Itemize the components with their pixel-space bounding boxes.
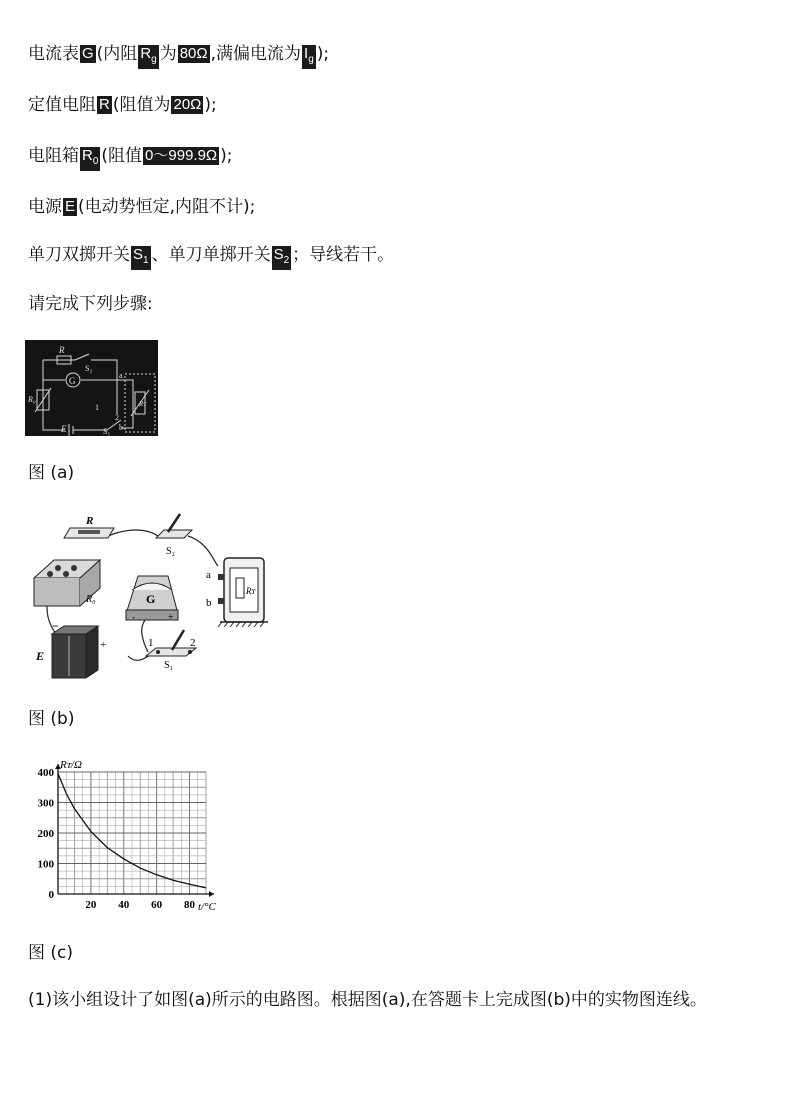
- value-r0: 0～999.9Ω: [145, 147, 218, 164]
- symbol-g: G: [82, 45, 94, 62]
- wire: [108, 530, 158, 536]
- circuit-diagram-a: [25, 340, 158, 436]
- symbol-letter: R: [82, 147, 93, 164]
- temperature-control-room: [218, 558, 268, 627]
- wire: [188, 536, 218, 566]
- label-s1: S₁: [103, 427, 111, 436]
- text: 单刀双掷开关: [28, 245, 130, 265]
- x-axis-label: t/°C: [198, 901, 216, 913]
- caption-b: 图 (b): [28, 709, 75, 729]
- steps-line: 请完成下列步骤:: [28, 294, 153, 314]
- y-tick-label: 0: [48, 889, 54, 901]
- symbol-rg: [138, 45, 158, 69]
- label-s2: S₂: [166, 546, 176, 557]
- text: (电动势恒定,内阻不计);: [78, 197, 256, 217]
- label-1: 1: [148, 637, 154, 649]
- y-tick-label: 200: [37, 828, 54, 840]
- text: ；导线若干。: [292, 245, 395, 265]
- text: 电流表: [28, 44, 79, 64]
- text: 电阻箱: [28, 146, 79, 166]
- label-e-minus: −: [52, 619, 59, 633]
- label-g: G: [146, 592, 156, 606]
- label-2: 2: [190, 637, 196, 649]
- text: (阻值为: [112, 95, 171, 115]
- label-r0: R₀: [86, 594, 96, 605]
- x-tick-label: 80: [184, 899, 196, 911]
- equipment-diagram-b: [28, 506, 286, 688]
- chart-axes: [55, 764, 214, 897]
- label-e: E: [61, 424, 67, 434]
- text: 电源: [28, 197, 62, 217]
- label-a: a: [119, 371, 123, 380]
- label-g-plus: +: [168, 612, 174, 623]
- label-e: E: [36, 649, 45, 663]
- text: 定值电阻: [28, 95, 96, 115]
- symbol-letter: R: [140, 45, 152, 62]
- x-tick-label: 40: [118, 899, 130, 911]
- diagram-background: [25, 340, 158, 436]
- value-rg: 80Ω: [179, 45, 208, 62]
- symbol-sub: 0: [92, 156, 99, 167]
- text: ,满偏电流为: [210, 44, 302, 64]
- text: );: [220, 146, 233, 166]
- value-r: 20Ω: [173, 96, 202, 113]
- chart-grid: [58, 772, 206, 894]
- switch-s2: [156, 514, 192, 538]
- question-1: (1)该小组设计了如图(a)所示的电路图。根据图(a),在答题卡上完成图(b)中的实物图连线。: [28, 990, 707, 1010]
- label-rt: Rᴛ: [139, 400, 146, 408]
- symbol-r: R: [99, 96, 110, 113]
- label-r0: R₀: [28, 395, 36, 404]
- battery-e: [52, 626, 98, 678]
- symbol-letter: S: [273, 246, 284, 263]
- label-e-plus: +: [100, 639, 107, 651]
- label-a: a: [206, 569, 211, 581]
- text: );: [316, 44, 330, 64]
- symbol-sub: g: [308, 54, 314, 65]
- label-r: R: [86, 515, 94, 527]
- caption-a: 图 (a): [28, 463, 75, 483]
- source-line: [28, 195, 255, 219]
- symbol-r0: [80, 147, 100, 171]
- symbol-s2: [272, 246, 292, 270]
- symbol-sub: g: [151, 54, 157, 65]
- x-tick-label: 20: [85, 899, 97, 911]
- symbol-sub: 1: [143, 255, 149, 266]
- y-tick-label: 300: [37, 797, 54, 810]
- symbol-sub: 2: [283, 255, 290, 266]
- switch-s1: [146, 630, 196, 656]
- text: 为: [159, 44, 177, 64]
- resistance-box-line: [28, 144, 233, 171]
- ammeter-line: [28, 42, 329, 69]
- y-tick-label: 400: [37, 767, 54, 779]
- caption-c: 图 (c): [28, 943, 74, 963]
- text: (内阻: [96, 44, 138, 64]
- switch-line: [28, 243, 394, 270]
- symbol-letter: I: [304, 45, 309, 62]
- label-g: G: [69, 376, 76, 386]
- x-axis-arrow: [209, 891, 214, 897]
- symbol-e: E: [65, 198, 76, 215]
- resistor-line: [28, 93, 217, 117]
- y-tick-label: 100: [37, 858, 54, 871]
- label-b: b: [206, 597, 212, 609]
- label-g-minus: -: [132, 612, 135, 622]
- label-b: b: [119, 423, 123, 432]
- text: (阻值: [101, 146, 143, 166]
- rt-temperature-chart: [28, 754, 222, 916]
- symbol-s1: [131, 246, 151, 270]
- y-axis-label: Rᴛ/Ω: [60, 759, 82, 771]
- label-s2: S₂: [85, 364, 93, 373]
- resistor-r: [64, 528, 114, 538]
- label-rt: Rᴛ: [246, 586, 255, 596]
- text: 、单刀单掷开关: [151, 245, 271, 265]
- x-tick-label: 60: [151, 899, 163, 911]
- label-1: 1: [95, 403, 99, 412]
- text: );: [204, 95, 217, 115]
- label-r: R: [59, 345, 65, 355]
- label-2: 2: [115, 413, 119, 422]
- label-s1: S₁: [164, 660, 174, 671]
- chart-ticks: [38, 767, 196, 911]
- symbol-letter: S: [133, 246, 144, 263]
- symbol-ig: [302, 45, 316, 69]
